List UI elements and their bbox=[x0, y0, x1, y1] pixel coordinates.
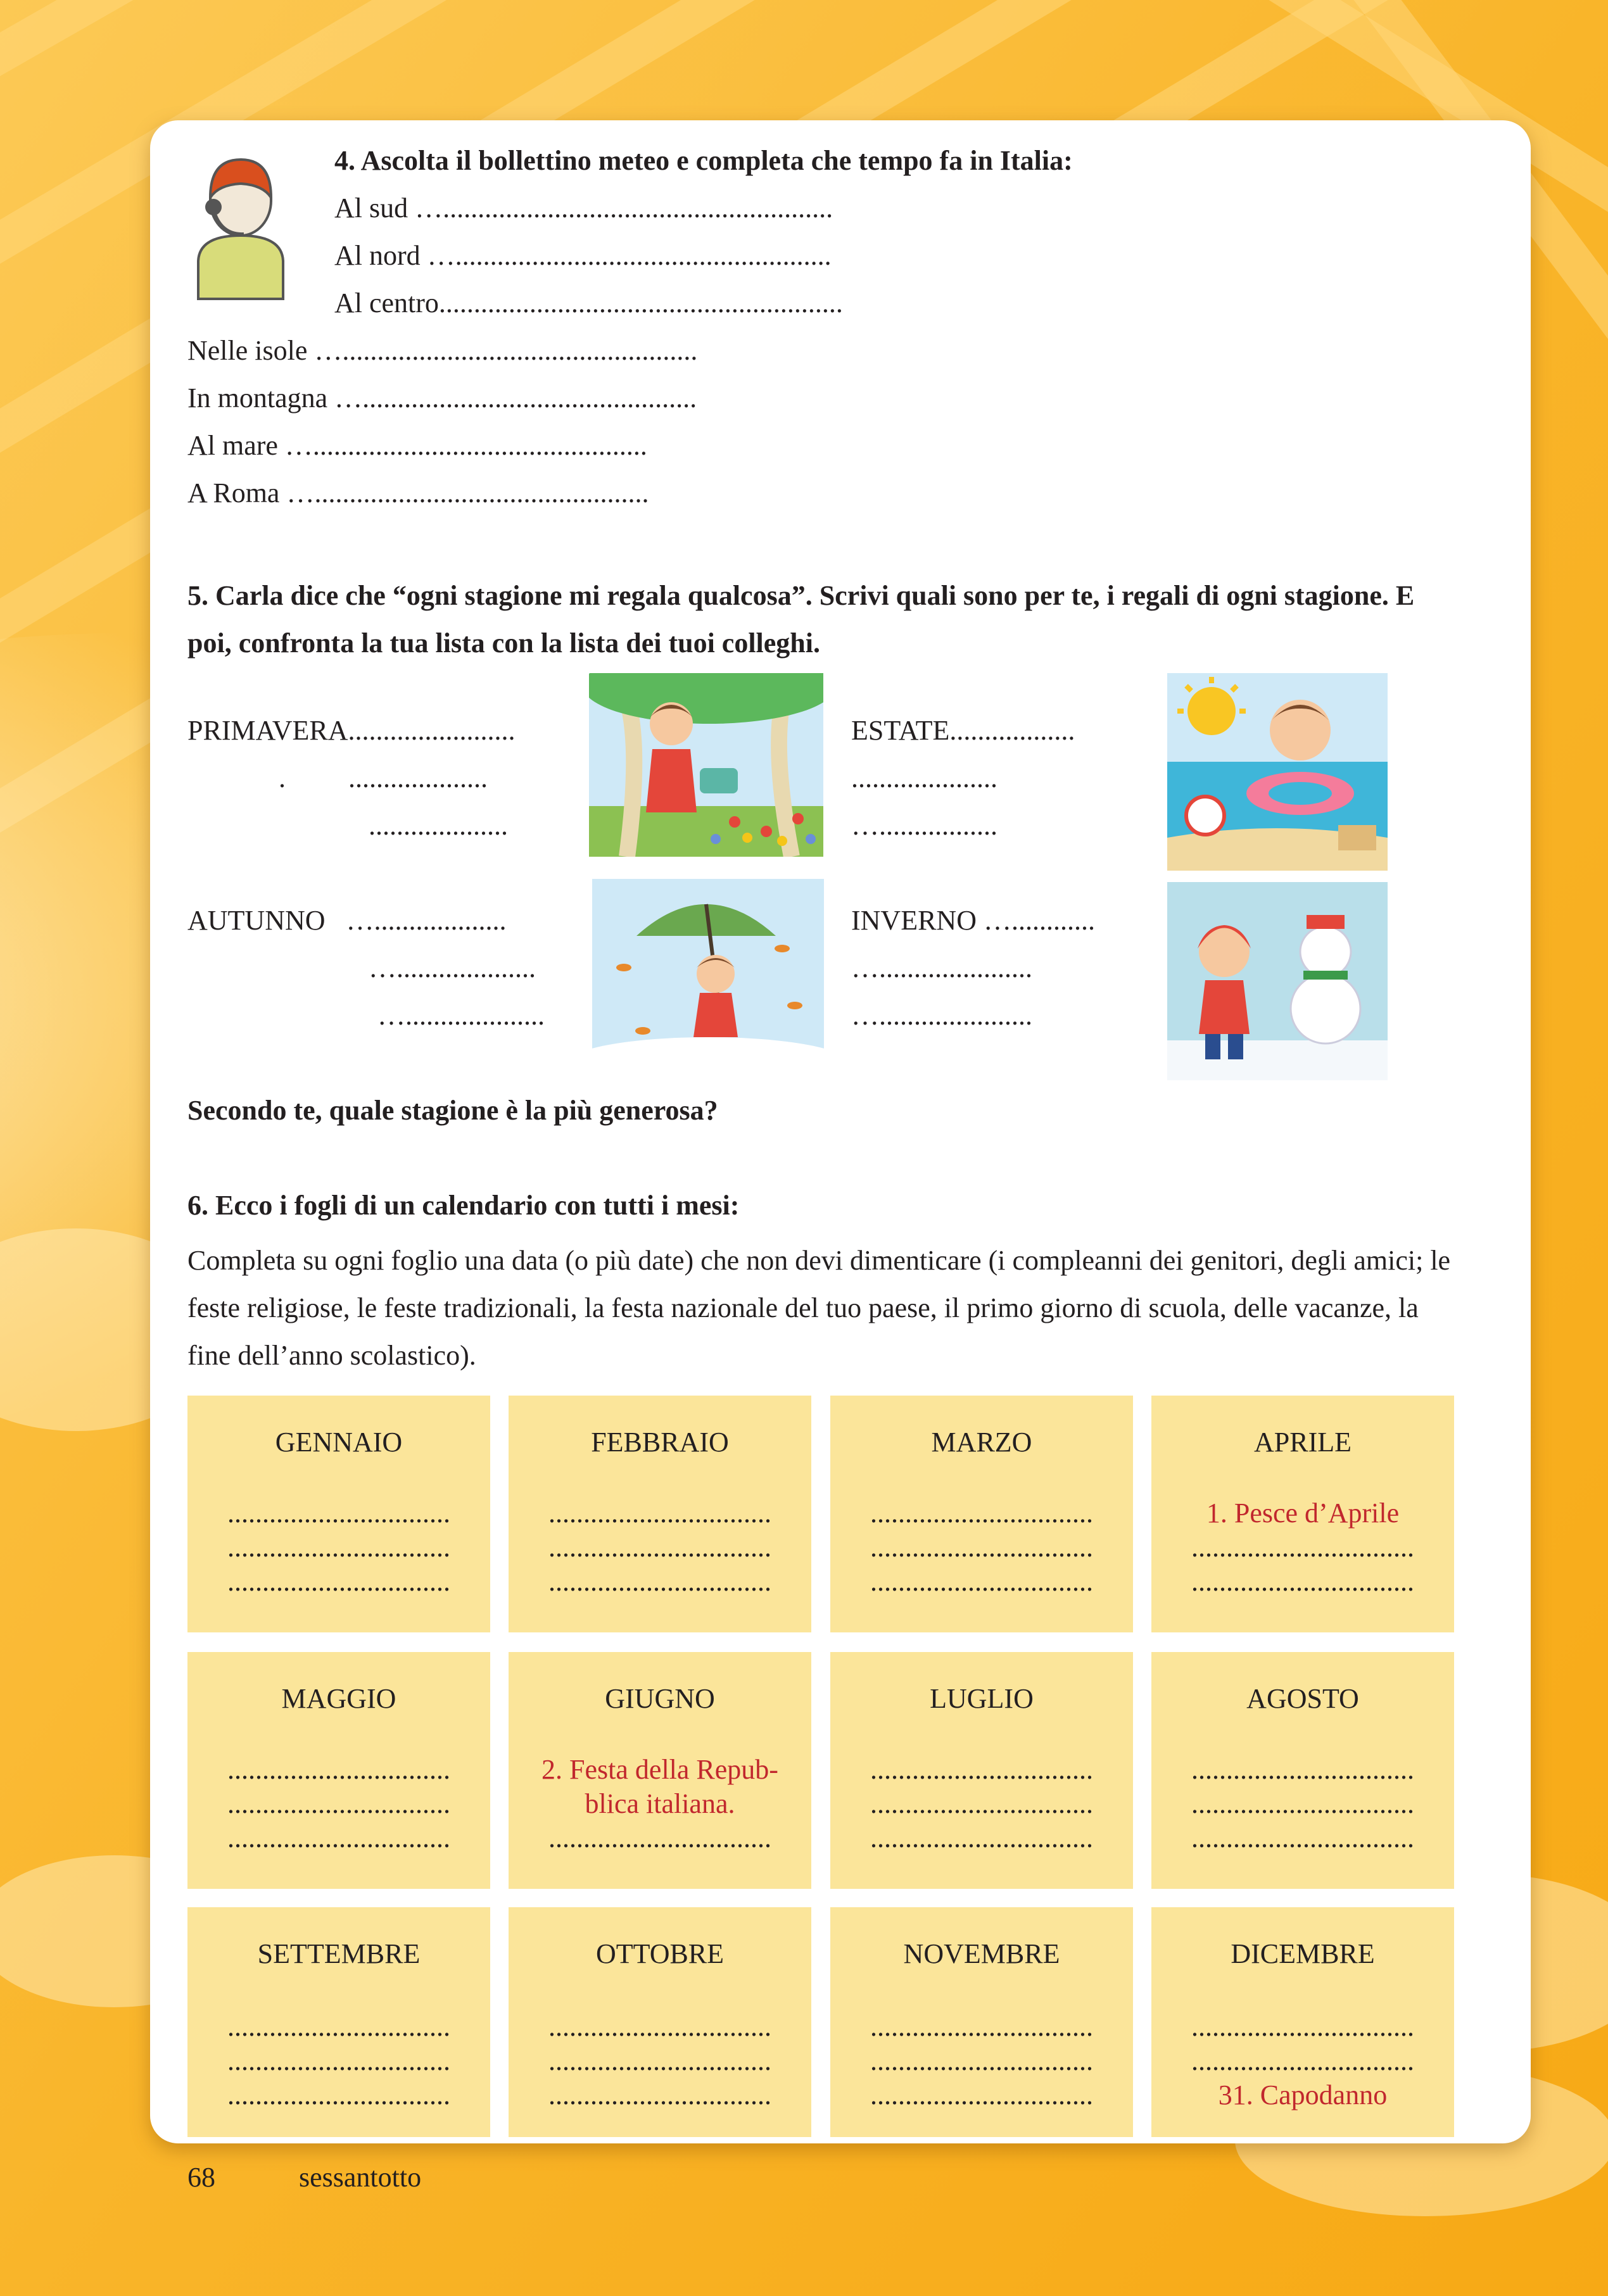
calendar-sheet-novembre bbox=[830, 1907, 1133, 2137]
date-line[interactable]: ................................ bbox=[870, 2079, 1093, 2110]
calendar-sheet-luglio bbox=[830, 1652, 1133, 1889]
month-name: APRILE bbox=[1254, 1427, 1352, 1458]
date-line[interactable]: ................................ bbox=[870, 1498, 1093, 1529]
calendar-sheet-ottobre bbox=[509, 1907, 811, 2137]
date-line[interactable]: ................................ bbox=[870, 1566, 1093, 1597]
date-line[interactable]: ................................ bbox=[548, 1566, 771, 1597]
answer-line[interactable]: In montagna …................................................ bbox=[187, 382, 697, 413]
date-line[interactable]: ................................ bbox=[870, 1532, 1093, 1563]
page-number: 68 bbox=[187, 2162, 215, 2193]
holiday-entry: 1. Pesce d’Aprile bbox=[1206, 1498, 1400, 1529]
autumn-girl-illustration bbox=[592, 879, 824, 1069]
date-line[interactable]: ................................ bbox=[1191, 1566, 1414, 1597]
calendar-sheet-agosto bbox=[1151, 1652, 1454, 1889]
date-line[interactable]: ................................ bbox=[227, 2079, 450, 2110]
holiday-entry: blica italiana. bbox=[585, 1788, 735, 1819]
calendar-sheet-aprile bbox=[1151, 1396, 1454, 1632]
season-autunno-label[interactable]: AUTUNNO …................... bbox=[187, 905, 507, 936]
date-line[interactable]: ................................ bbox=[548, 2045, 771, 2076]
holiday-entry: 31. Capodanno bbox=[1218, 2079, 1388, 2110]
answer-line[interactable]: ….................... bbox=[369, 952, 536, 983]
answer-line[interactable]: …................. bbox=[851, 810, 997, 841]
exercise6-instructions: Completa su ogni foglio una data (o più date) che non devi dimenticare (i compleanni dei genitori, degli amici; le feste religiose, le feste tradizionali, la festa nazionale del tuo paese, il primo giorno di scuola, delle vacanze, la fine dell’anno scolastico). bbox=[187, 1245, 1451, 1371]
answer-line[interactable]: Al mare …................................................ bbox=[187, 430, 647, 461]
calendar-sheet-giugno bbox=[509, 1652, 811, 1889]
calendar-sheet-maggio bbox=[187, 1652, 490, 1889]
season-primavera-label[interactable]: PRIMAVERA........................ bbox=[187, 715, 516, 746]
date-line[interactable]: ................................ bbox=[1191, 1532, 1414, 1563]
exercise6-title: 6. Ecco i fogli di un calendario con tutti i mesi: bbox=[187, 1190, 740, 1221]
answer-line[interactable]: …...................... bbox=[851, 952, 1032, 983]
calendar-sheet-febbraio bbox=[509, 1396, 811, 1632]
date-line[interactable]: ................................ bbox=[548, 1498, 771, 1529]
page-number-word: sessantotto bbox=[299, 2162, 422, 2193]
answer-line[interactable]: A Roma …................................................ bbox=[187, 477, 649, 508]
date-line[interactable]: ................................ bbox=[548, 1822, 771, 1853]
month-name: MARZO bbox=[931, 1427, 1032, 1458]
month-name: GENNAIO bbox=[275, 1427, 403, 1458]
date-line[interactable]: ................................ bbox=[548, 2079, 771, 2110]
season-estate-label[interactable]: ESTATE.................. bbox=[851, 715, 1075, 746]
date-line[interactable]: ................................ bbox=[870, 1822, 1093, 1853]
date-line[interactable]: ................................ bbox=[548, 1532, 771, 1563]
month-name: SETTEMBRE bbox=[257, 1938, 421, 1969]
date-line[interactable]: ................................ bbox=[1191, 1754, 1414, 1785]
date-line[interactable]: ................................ bbox=[1191, 1788, 1414, 1819]
date-line[interactable]: ................................ bbox=[1191, 1822, 1414, 1853]
date-line[interactable]: ................................ bbox=[870, 2045, 1093, 2076]
date-line[interactable]: ................................ bbox=[227, 1754, 450, 1785]
answer-line[interactable]: .................... bbox=[369, 810, 508, 841]
answer-line[interactable]: Al sud …........................................................ bbox=[334, 192, 833, 224]
date-line[interactable]: ................................ bbox=[1191, 2011, 1414, 2042]
month-name: FEBBRAIO bbox=[591, 1427, 729, 1458]
date-line[interactable]: ................................ bbox=[227, 2045, 450, 2076]
date-line[interactable]: ................................ bbox=[227, 1532, 450, 1563]
summer-girl-illustration bbox=[1167, 673, 1388, 871]
answer-line[interactable]: ….................... bbox=[377, 1000, 545, 1031]
month-name: LUGLIO bbox=[930, 1683, 1034, 1714]
headset-operator-icon bbox=[193, 147, 288, 302]
month-name: NOVEMBRE bbox=[903, 1938, 1060, 1969]
winter-girl-illustration bbox=[1167, 882, 1388, 1080]
exercise5-title: 5. Carla dice che “ogni stagione mi regala qualcosa”. Scrivi quali sono per te, i regali di ogni stagione. E poi, confronta la tua lista con la lista dei tuoi colleghi. bbox=[187, 580, 1415, 659]
date-line[interactable]: ................................ bbox=[227, 1498, 450, 1529]
month-name: MAGGIO bbox=[281, 1683, 396, 1714]
month-name: AGOSTO bbox=[1246, 1683, 1359, 1714]
answer-line[interactable]: Al centro.......................................................... bbox=[334, 287, 843, 319]
date-line[interactable]: ................................ bbox=[548, 2011, 771, 2042]
date-line[interactable]: ................................ bbox=[227, 1822, 450, 1853]
date-line[interactable]: ................................ bbox=[227, 2011, 450, 2042]
month-name: OTTOBRE bbox=[595, 1938, 725, 1969]
exercise5-question: Secondo te, quale stagione è la più generosa? bbox=[187, 1095, 718, 1126]
calendar-sheet-marzo bbox=[830, 1396, 1133, 1632]
date-line[interactable]: ................................ bbox=[1191, 2045, 1414, 2076]
answer-line[interactable]: Nelle isole …................................................... bbox=[187, 335, 698, 366]
holiday-entry: 2. Festa della Repub- bbox=[541, 1754, 778, 1785]
date-line[interactable]: ................................ bbox=[227, 1788, 450, 1819]
calendar-sheet-dicembre bbox=[1151, 1907, 1454, 2137]
calendar-sheet-gennaio bbox=[187, 1396, 490, 1632]
season-inverno-label[interactable]: INVERNO …............ bbox=[851, 905, 1095, 936]
answer-line[interactable]: ..................... bbox=[851, 762, 997, 793]
date-line[interactable]: ................................ bbox=[870, 2011, 1093, 2042]
answer-line[interactable]: . .................... bbox=[279, 762, 488, 793]
month-name: GIUGNO bbox=[605, 1683, 715, 1714]
answer-line[interactable]: …...................... bbox=[851, 1000, 1032, 1031]
date-line[interactable]: ................................ bbox=[870, 1788, 1093, 1819]
answer-line[interactable]: Al nord …...................................................... bbox=[334, 240, 832, 271]
calendar-sheet-settembre bbox=[187, 1907, 490, 2137]
month-name: DICEMBRE bbox=[1231, 1938, 1375, 1969]
date-line[interactable]: ................................ bbox=[227, 1566, 450, 1597]
date-line[interactable]: ................................ bbox=[870, 1754, 1093, 1785]
spring-girl-illustration bbox=[589, 673, 823, 857]
exercise4-title: 4. Ascolta il bollettino meteo e completa che tempo fa in Italia: bbox=[334, 145, 1073, 176]
